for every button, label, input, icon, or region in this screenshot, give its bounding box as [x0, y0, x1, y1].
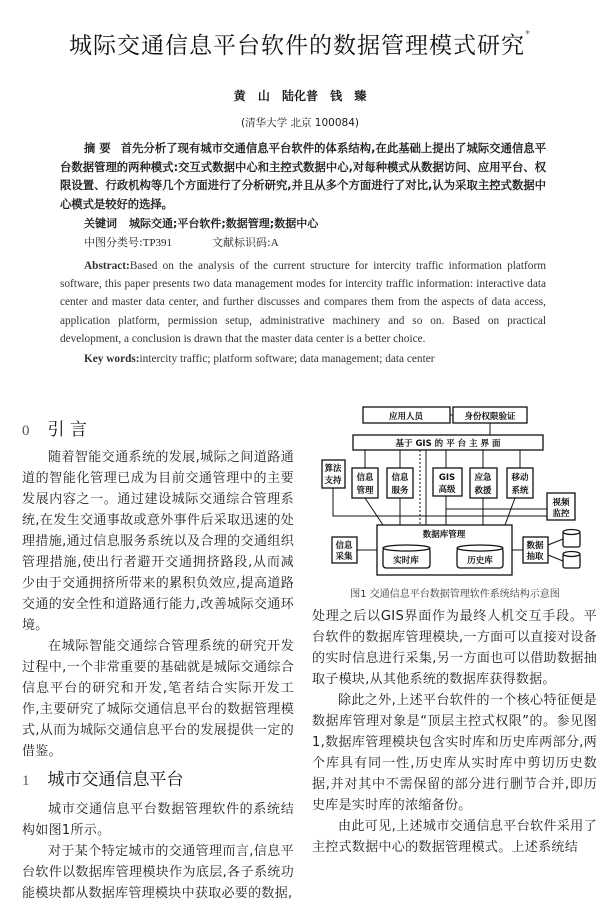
right-column	[312, 606, 597, 858]
node-info-service: 信息	[391, 473, 409, 483]
abstract-en-text: Based on the analysis of the current structure for intercity traffic information platform software, this paper presents two data management modes for intercity traffic information: interactive data center and master data center, and further discusses and compares them from the aspects of data access, application platform, permission setup, administrative machinery and so on. Based on practical development, a conclusion is drawn that the master data center is a better choice.	[60, 260, 546, 345]
abstract-cn-label: 摘 要	[84, 142, 111, 155]
doc-code-label: 文献标识码:	[212, 236, 271, 249]
title-text: 城际交通信息平台软件的数据管理模式研究	[69, 33, 525, 59]
classification	[84, 233, 546, 253]
node-video: 视频	[552, 498, 570, 508]
section-title: 引 言	[47, 420, 87, 440]
node-collect: 采集	[335, 552, 353, 562]
paragraph: 除此之外,上述平台软件的一个核心特征便是数据库管理对象是“顶层主控式权限”的。参见图1,数据库管理模块包含实时库和历史库两部分,两个库具有同一性,历史库从实时库中剪切历史数据,并对其中不需保留的部分进行删节合并,即历史库是实时库的浓缩备份。	[312, 693, 597, 813]
system-architecture-diagram	[310, 400, 600, 585]
keywords-en	[84, 350, 546, 368]
authors: 黄 山 陆化普 钱 臻	[233, 89, 367, 103]
node-info-mgmt: 管理	[356, 486, 374, 496]
node-emergency: 应急	[474, 473, 492, 483]
keywords-cn-text: 城际交通;平台软件;数据管理;数据中心	[129, 217, 319, 230]
node-info-mgmt: 信息	[356, 473, 374, 483]
left-column	[22, 418, 294, 904]
node-history-db: 历史库	[467, 556, 493, 566]
node-info-service: 服务	[391, 486, 409, 496]
node-mobile: 移动	[511, 473, 529, 483]
node-collect: 信息	[335, 541, 353, 551]
paragraph: 处理之后以GIS界面作为最终人机交互手段。平台软件的数据库管理模块,一方面可以直接对设备的实时信息进行采集,另一方面也可以借助数据抽取子模块,从其他系统的数据库获得数据。	[312, 609, 597, 687]
doc-code-value: A	[270, 237, 279, 249]
node-realtime-db: 实时库	[393, 556, 419, 566]
affiliation: (清华大学 北京 100084)	[241, 117, 359, 129]
node-gis-adv: GIS	[438, 473, 456, 483]
paragraph: 在城际智能交通综合管理系统的研究开发过程中,一个非常重要的基础就是城际交通综合信息平台的研究和开发,笔者结合实际开发工作,主要研究了城际交通信息平台的数据管理模式,从而为城际交通信息平台的发展提供一定的借鉴。	[22, 639, 294, 759]
node-algo: 支持	[324, 476, 342, 486]
abstract-en-label: Abstract:	[84, 260, 130, 272]
node-algo: 算法	[324, 464, 342, 474]
section-title: 城市交通信息平台	[47, 770, 184, 790]
node-users: 应用人员	[388, 412, 424, 422]
abstract-cn-text: 首先分析了现有城市交通信息平台软件的体系结构,在此基础上提出了城际交通信息平台数据管理的两种模式:交互式数据中心和主控式数据中心,对每种模式从数据访问、应用平台、权限设置、行政机构等几个方面进行了分析研究,并且从多个方面进行了对比,认为采取主控式数据中心模式是较好的选择。	[60, 142, 547, 211]
paragraph: 随着智能交通系统的发展,城际之间道路通道的智能化管理已成为目前交通管理中的主要发展内容之一。通过建设城际交通综合管理系统,在发生交通事故或意外事件后采取迅速的处理措施,通过信息服务系统以及合理的交通组织管理措施,使出行者避开交通拥挤路段,从而减少由于交通拥挤所带来的累积负效应,提高道路交通的安全性和道路通行能力,改善城际交通环境。	[22, 450, 294, 633]
title-footnote-mark: *	[525, 29, 531, 40]
keywords-cn	[84, 214, 546, 233]
node-gis-adv: 高级	[438, 485, 456, 495]
paragraph: 对于某个特定城市的交通管理而言,信息平台软件以数据库管理模块作为底层,各子系统功能模块都从数据库管理模块中获取必要的数据,	[22, 844, 294, 901]
figure-caption: 图1 交通信息平台数据管理软件系统结构示意图	[350, 589, 560, 600]
abstract-en	[60, 257, 546, 348]
section-1-heading	[22, 768, 294, 793]
node-emergency: 救援	[474, 486, 492, 496]
paragraph: 城市交通信息平台数据管理软件的系统结构如图1所示。	[22, 802, 294, 838]
external-db-icon	[563, 552, 580, 569]
node-mobile: 系统	[511, 486, 529, 496]
node-extract: 数据	[526, 541, 544, 551]
node-db-mgmt: 数据库管理	[422, 530, 466, 540]
node-extract: 抽取	[526, 552, 544, 562]
section-0-heading	[22, 418, 294, 443]
node-video: 监控	[552, 509, 570, 519]
keywords-cn-label: 关键词	[84, 217, 117, 230]
section-number: 1	[22, 773, 30, 789]
clc-value: TP391	[142, 237, 173, 249]
node-gis-main: 基于 GIS 的 平 台 主 界 面	[395, 439, 501, 449]
external-db-icon	[563, 530, 580, 548]
section-number: 0	[22, 423, 30, 439]
paragraph: 由此可见,上述城市交通信息平台软件采用了主控式数据中心的数据管理模式。上述系统结	[312, 819, 597, 855]
abstract-cn	[60, 140, 546, 214]
keywords-en-label: Key words:	[84, 353, 140, 366]
paper-title	[0, 30, 600, 62]
node-auth: 身份权限验证	[464, 412, 516, 422]
keywords-en-text: intercity traffic; platform software; data management; data center	[139, 353, 435, 366]
clc-label: 中图分类号:	[84, 236, 143, 249]
paper-header	[0, 30, 600, 368]
